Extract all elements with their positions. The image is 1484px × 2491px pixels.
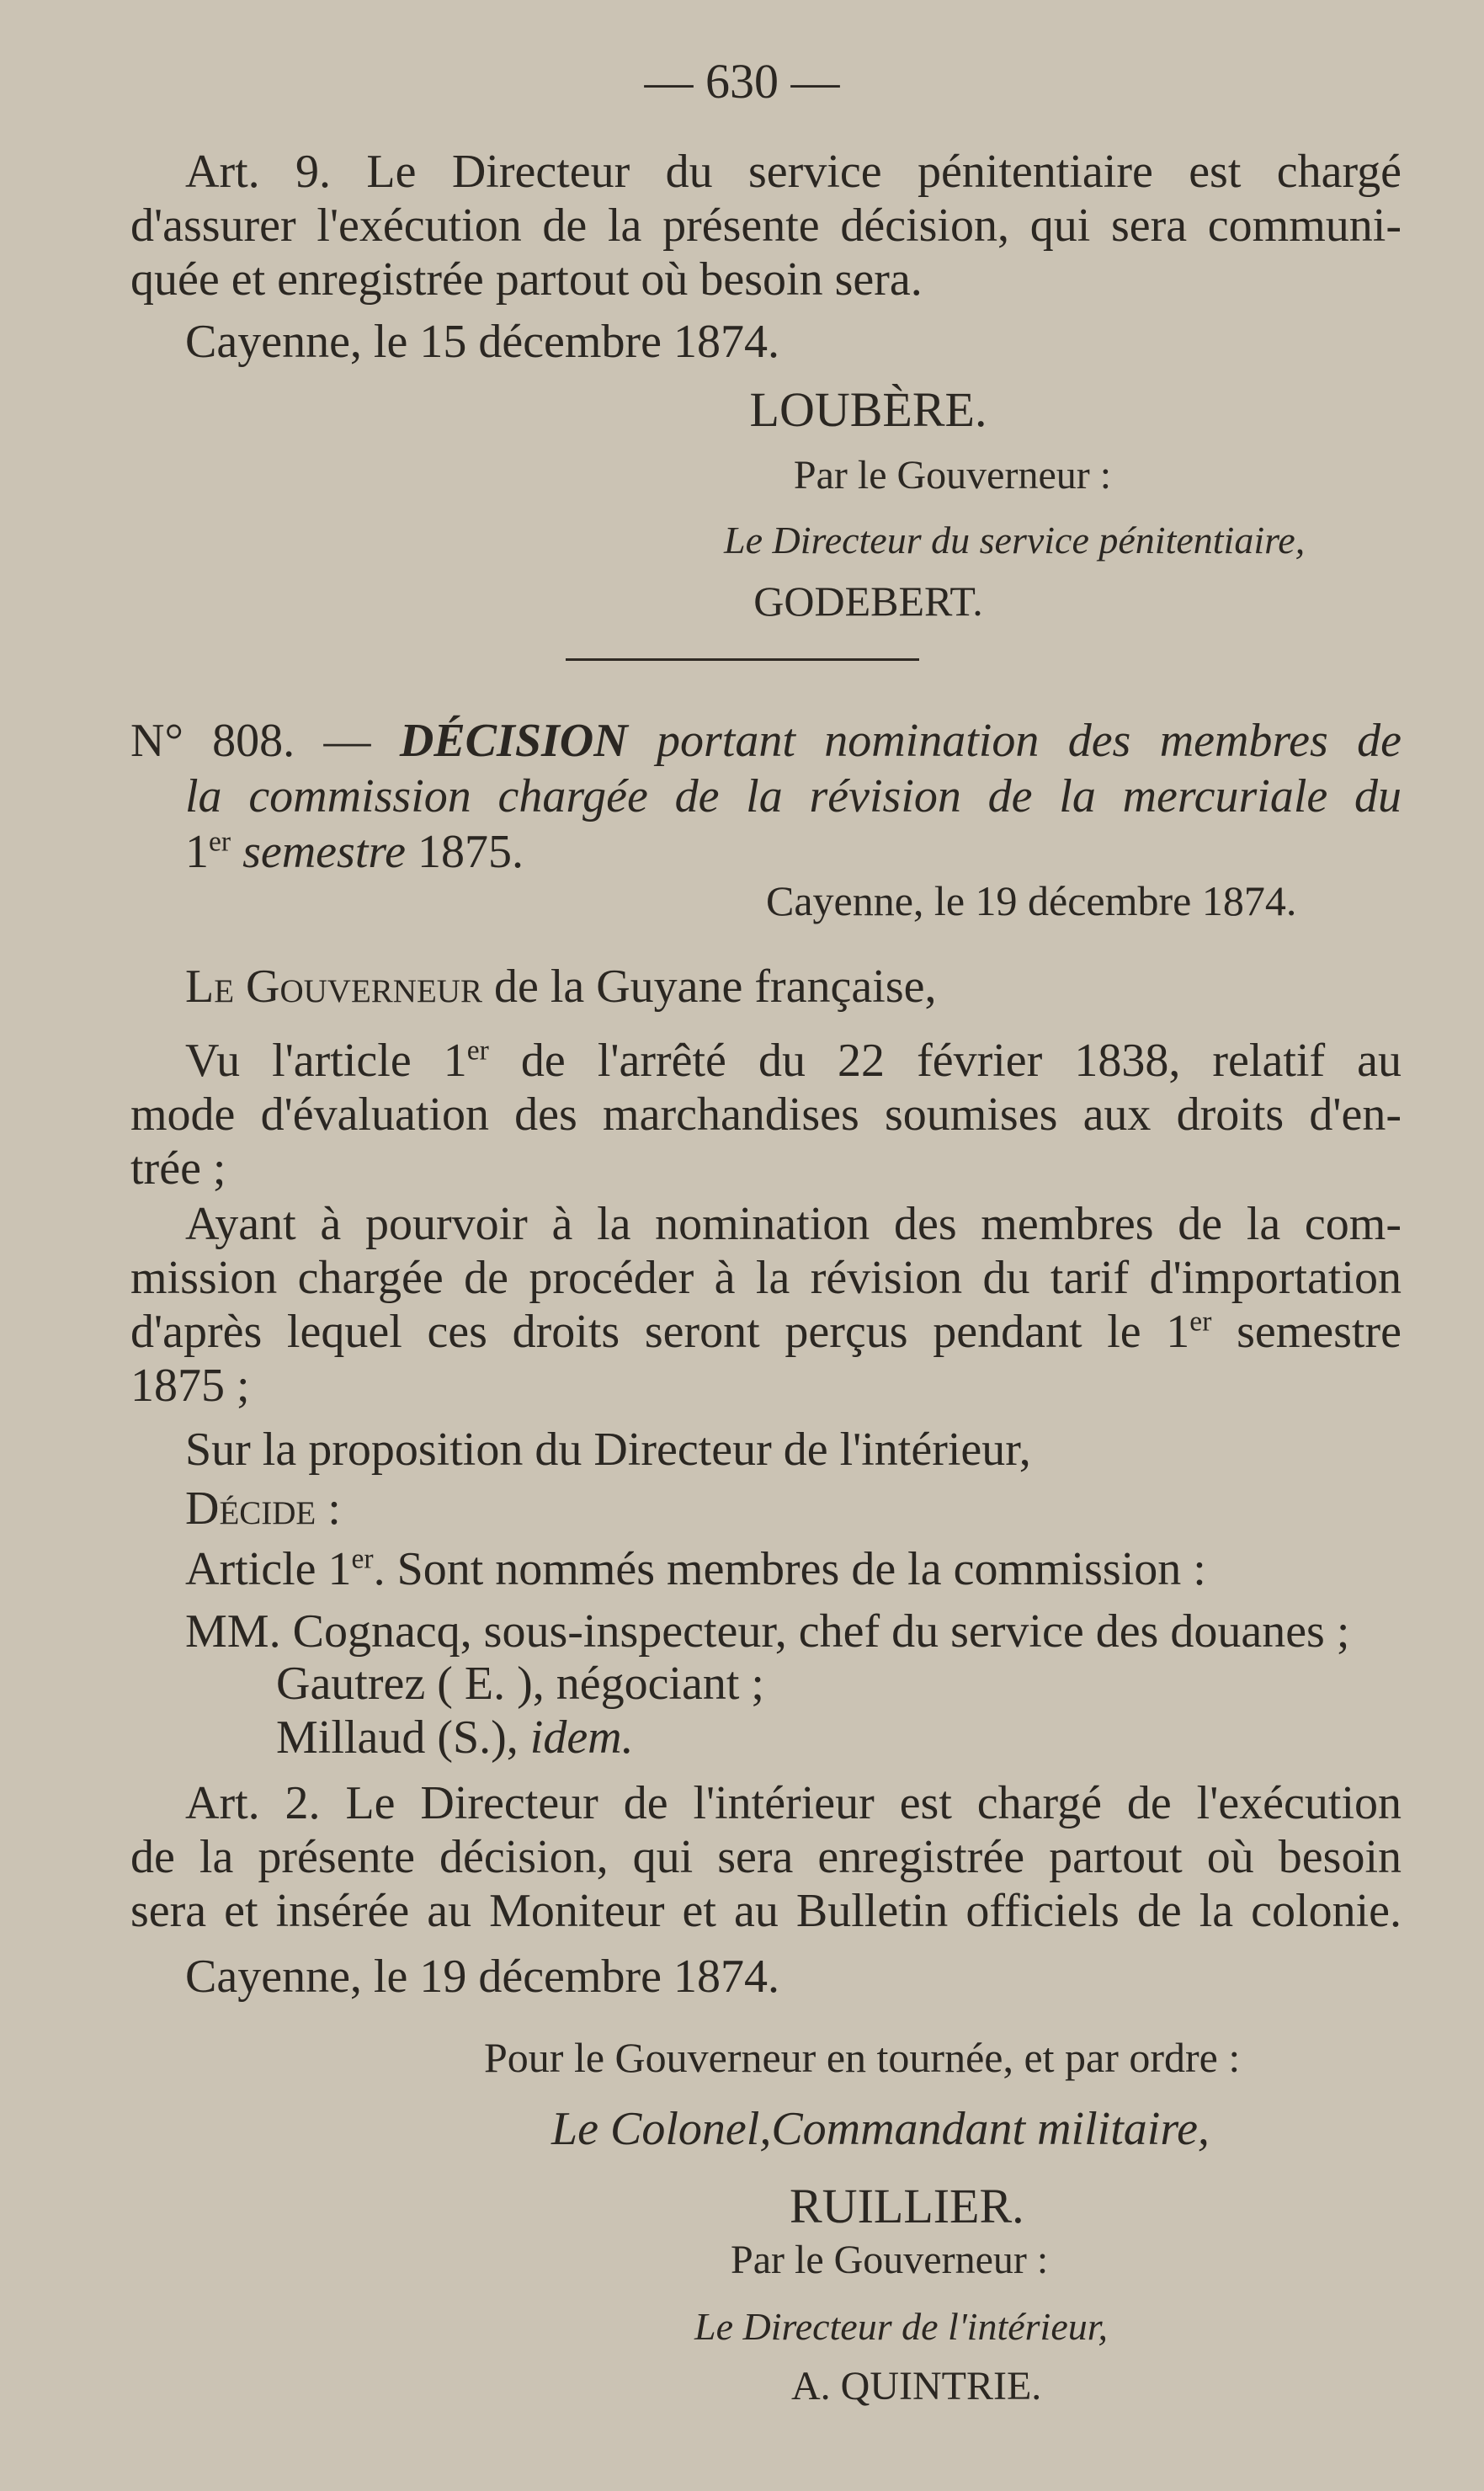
art2-line-3: sera et insérée au Moniteur et au Bulletin officiels de la colonie. [130, 1885, 1402, 1937]
signature-director-title: Le Directeur du service pénitentiaire, [724, 519, 1306, 562]
decision-title-line-3: 1er semestre 1875. [185, 826, 524, 878]
art2-line-2: de la présente décision, qui sera enregistrée partout où besoin [130, 1831, 1402, 1883]
ayant-line-1: Ayant à pourvoir à la nomination des membres de la com- [185, 1198, 1402, 1250]
sur-la-proposition: Sur la proposition du Directeur de l'intérieur, [185, 1424, 1031, 1476]
art2-line-1: Art. 2. Le Directeur de l'intérieur est chargé de l'exécution [185, 1777, 1402, 1829]
art9-line-2: d'assurer l'exécution de la présente décision, qui sera communi- [130, 200, 1402, 252]
decision-title-line-2: la commission chargée de la révision de la mercuriale du [185, 770, 1402, 822]
signature-quintrie: A. QUINTRIE. [791, 2364, 1042, 2408]
art9-place-date: Cayenne, le 15 décembre 1874. [185, 316, 779, 368]
decision-date: Cayenne, le 19 décembre 1874. [766, 877, 1297, 924]
vu-line-2: mode d'évaluation des marchandises soumises aux droits d'en- [130, 1088, 1402, 1141]
par-le-gouverneur-2: Par le Gouverneur : [731, 2238, 1049, 2282]
art9-line-3: quée et enregistrée partout où besoin sera. [130, 253, 923, 306]
ayant-line-3: d'après lequel ces droits seront perçus pendant le 1er semestre [130, 1306, 1402, 1358]
decision-title-rest: portant nomination des membres de [656, 715, 1402, 767]
vu-line-1: Vu l'article 1er de l'arrêté du 22 février 1838, relatif au [185, 1035, 1402, 1087]
governor-heading: Le Gouverneur de la Guyane française, [185, 961, 937, 1013]
vu-line-3: trée ; [130, 1142, 226, 1195]
article-1: Article 1er. Sont nommés membres de la commission : [185, 1543, 1206, 1595]
signature-loubere: LOUBÈRE. [749, 382, 987, 437]
signature-godebert: GODEBERT. [753, 578, 983, 625]
signature-ruillier: RUILLIER. [790, 2179, 1024, 2233]
ayant-line-2: mission chargée de procéder à la révision du tarif d'importation [130, 1252, 1402, 1304]
pour-le-gouverneur: Pour le Gouverneur en tournée, et par ordre : [484, 2034, 1241, 2081]
decision-keyword: DÉCISION [399, 715, 628, 767]
signature-par-le-gouverneur: Par le Gouverneur : [793, 453, 1112, 498]
art2-place-date: Cayenne, le 19 décembre 1874. [185, 1951, 779, 2003]
page-number: — 630 — [644, 54, 840, 109]
decision-number: N° 808. — [130, 715, 371, 767]
ayant-line-4: 1875 ; [130, 1360, 250, 1412]
member-gautrez: Gautrez ( E. ), négociant ; [276, 1658, 764, 1710]
director-interior-title: Le Directeur de l'intérieur, [694, 2305, 1109, 2348]
decision-title-line-1 [130, 714, 1402, 768]
member-cognacq: MM. Cognacq, sous-inspecteur, chef du service des douanes ; [185, 1605, 1350, 1658]
member-millaud: Millaud (S.), idem. [276, 1711, 634, 1764]
decide-heading: Décide : [185, 1482, 341, 1535]
colonel-title: Le Colonel,Commandant militaire, [551, 2103, 1210, 2155]
art9-line-1: Art. 9. Le Directeur du service pénitentiaire est chargé [185, 146, 1402, 198]
section-divider [566, 658, 919, 661]
